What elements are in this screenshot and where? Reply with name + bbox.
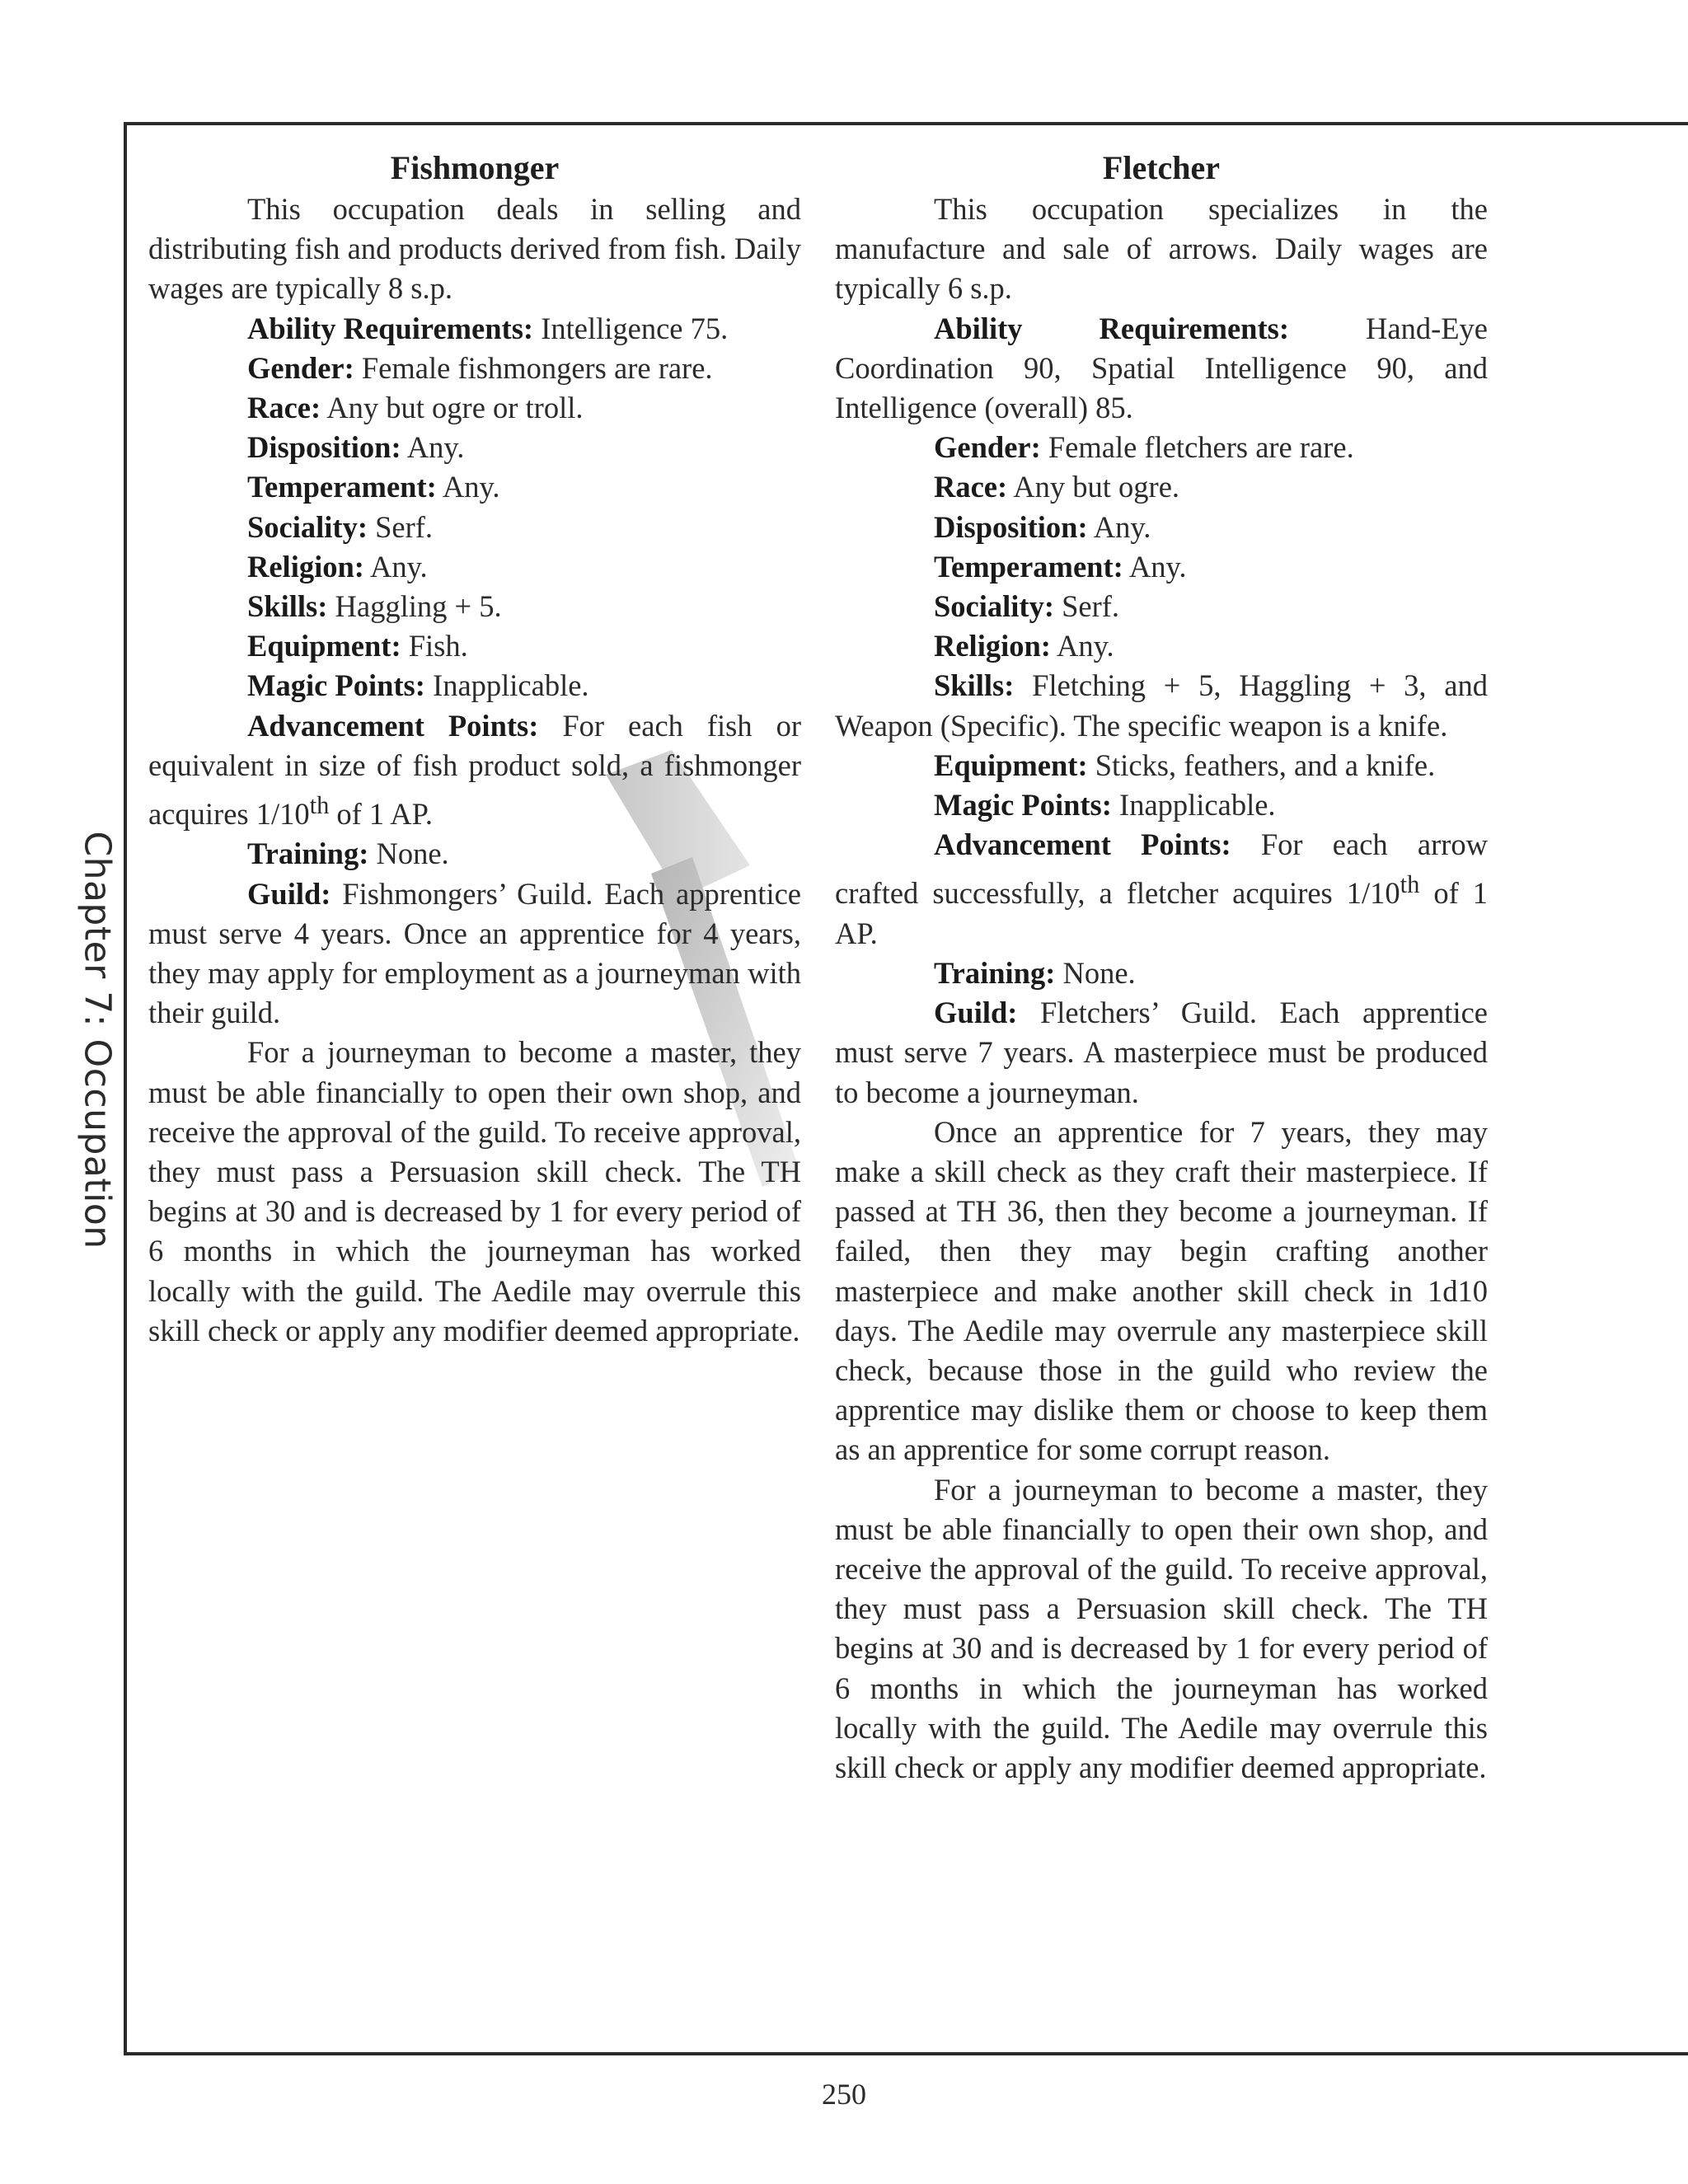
- fishmonger-field: Training: None.: [247, 837, 449, 871]
- fletcher-guild: Guild: Fletchers’ Guild. Each apprentice must serve 7 years. A masterpiece must be produced to become a journeyman.: [835, 996, 1488, 1109]
- fletcher-field: Equipment: Sticks, feathers, and a knife.: [934, 748, 1436, 782]
- fletcher-field: Skills: Fletching + 5, Haggling + 3, and Weapon (Specific). The specific weapon is a knife.: [835, 668, 1488, 743]
- fishmonger-field: Religion: Any.: [247, 549, 428, 583]
- fishmonger-field: Disposition: Any.: [247, 430, 465, 465]
- fishmonger-field: Ability Requirements: Intelligence 75.: [247, 311, 729, 345]
- fishmonger-advancement: Advancement Points: For each fish or equivalent in size of fish product sold, a fishmonger acquires 1/10th of 1 AP.: [148, 708, 801, 832]
- fishmonger-closing: For a journeyman to become a master, they must be able financially to open their own shop, and receive the approval of the guild. To receive approval, they must pass a Persuasion skill check. The TH begins at 30 and is decreased by 1 for every period of 6 months in which the journeyman has worked locally with the guild. The Aedile may overrule this skill check or apply any modifier deemed appropriate.: [148, 1035, 801, 1347]
- fletcher-field: Gender: Female fletchers are rare.: [934, 430, 1354, 465]
- fletcher-field: Ability Requirements: Hand-Eye Coordination 90, Spatial Intelligence 90, and Intelligence (overall) 85.: [835, 311, 1488, 425]
- page-number: 250: [822, 2078, 866, 2111]
- fletcher-field: Sociality: Serf.: [934, 589, 1120, 624]
- fishmonger-field: Gender: Female fishmongers are rare.: [247, 350, 713, 385]
- fletcher-intro: This occupation specializes in the manufacture and sale of arrows. Daily wages are typically 6 s.p.: [835, 192, 1488, 306]
- fletcher-title: Fletcher: [1102, 149, 1221, 186]
- fletcher-field: Disposition: Any.: [934, 509, 1151, 544]
- fishmonger-guild: Guild: Fishmongers’ Guild. Each apprentice must serve 4 years. Once an apprentice for 4 years, they may apply for employment as a journeyman with their guild.: [148, 876, 801, 1030]
- fishmonger-field: Sociality: Serf.: [247, 509, 434, 544]
- fletcher-field: Temperament: Any.: [934, 549, 1187, 583]
- chapter-tab: Chapter 7: Occupation: [76, 831, 119, 1249]
- fishmonger-field: Temperament: Any.: [247, 470, 500, 504]
- fletcher-masterpiece: Once an apprentice for 7 years, they may make a skill check as they craft their masterpiece. If passed at TH 36, then they become a journeyman. If failed, then they may begin crafting another masterpiece and make another skill check in 1d10 days. The Aedile may overrule any masterpiece skill check, because those in the guild who review the apprentice may dislike them or choose to keep them as an apprentice for some corrupt reason.: [835, 1114, 1488, 1467]
- fletcher-field: Magic Points: Inapplicable.: [934, 788, 1276, 823]
- fishmonger-field: Skills: Haggling + 5.: [247, 589, 502, 624]
- fletcher-advancement: Advancement Points: For each arrow crafted successfully, a fletcher acquires 1/10th of 1 AP.: [835, 827, 1489, 950]
- fletcher-column: [835, 147, 1488, 1788]
- fishmonger-column: [148, 147, 801, 1351]
- fishmonger-title: Fishmonger: [390, 149, 560, 186]
- fishmonger-field: Equipment: Fish.: [247, 629, 468, 663]
- fletcher-closing: For a journeyman to become a master, they must be able financially to open their own shop, and receive the approval of the guild. To receive approval, they must pass a Persuasion skill check. The TH begins at 30 and is decreased by 1 for every period of 6 months in which the journeyman has worked locally with the guild. The Aedile may overrule this skill check or apply any modifier deemed appropriate.: [835, 1472, 1488, 1785]
- fletcher-field: Religion: Any.: [934, 629, 1114, 663]
- fletcher-field: Race: Any but ogre.: [934, 470, 1180, 504]
- fishmonger-intro: This occupation deals in selling and distributing fish and products derived from fish. Daily wages are typically 8 s.p.: [148, 192, 801, 306]
- fletcher-field: Training: None.: [934, 956, 1136, 991]
- fishmonger-field: Race: Any but ogre or troll.: [247, 391, 584, 425]
- fishmonger-field: Magic Points: Inapplicable.: [247, 668, 589, 703]
